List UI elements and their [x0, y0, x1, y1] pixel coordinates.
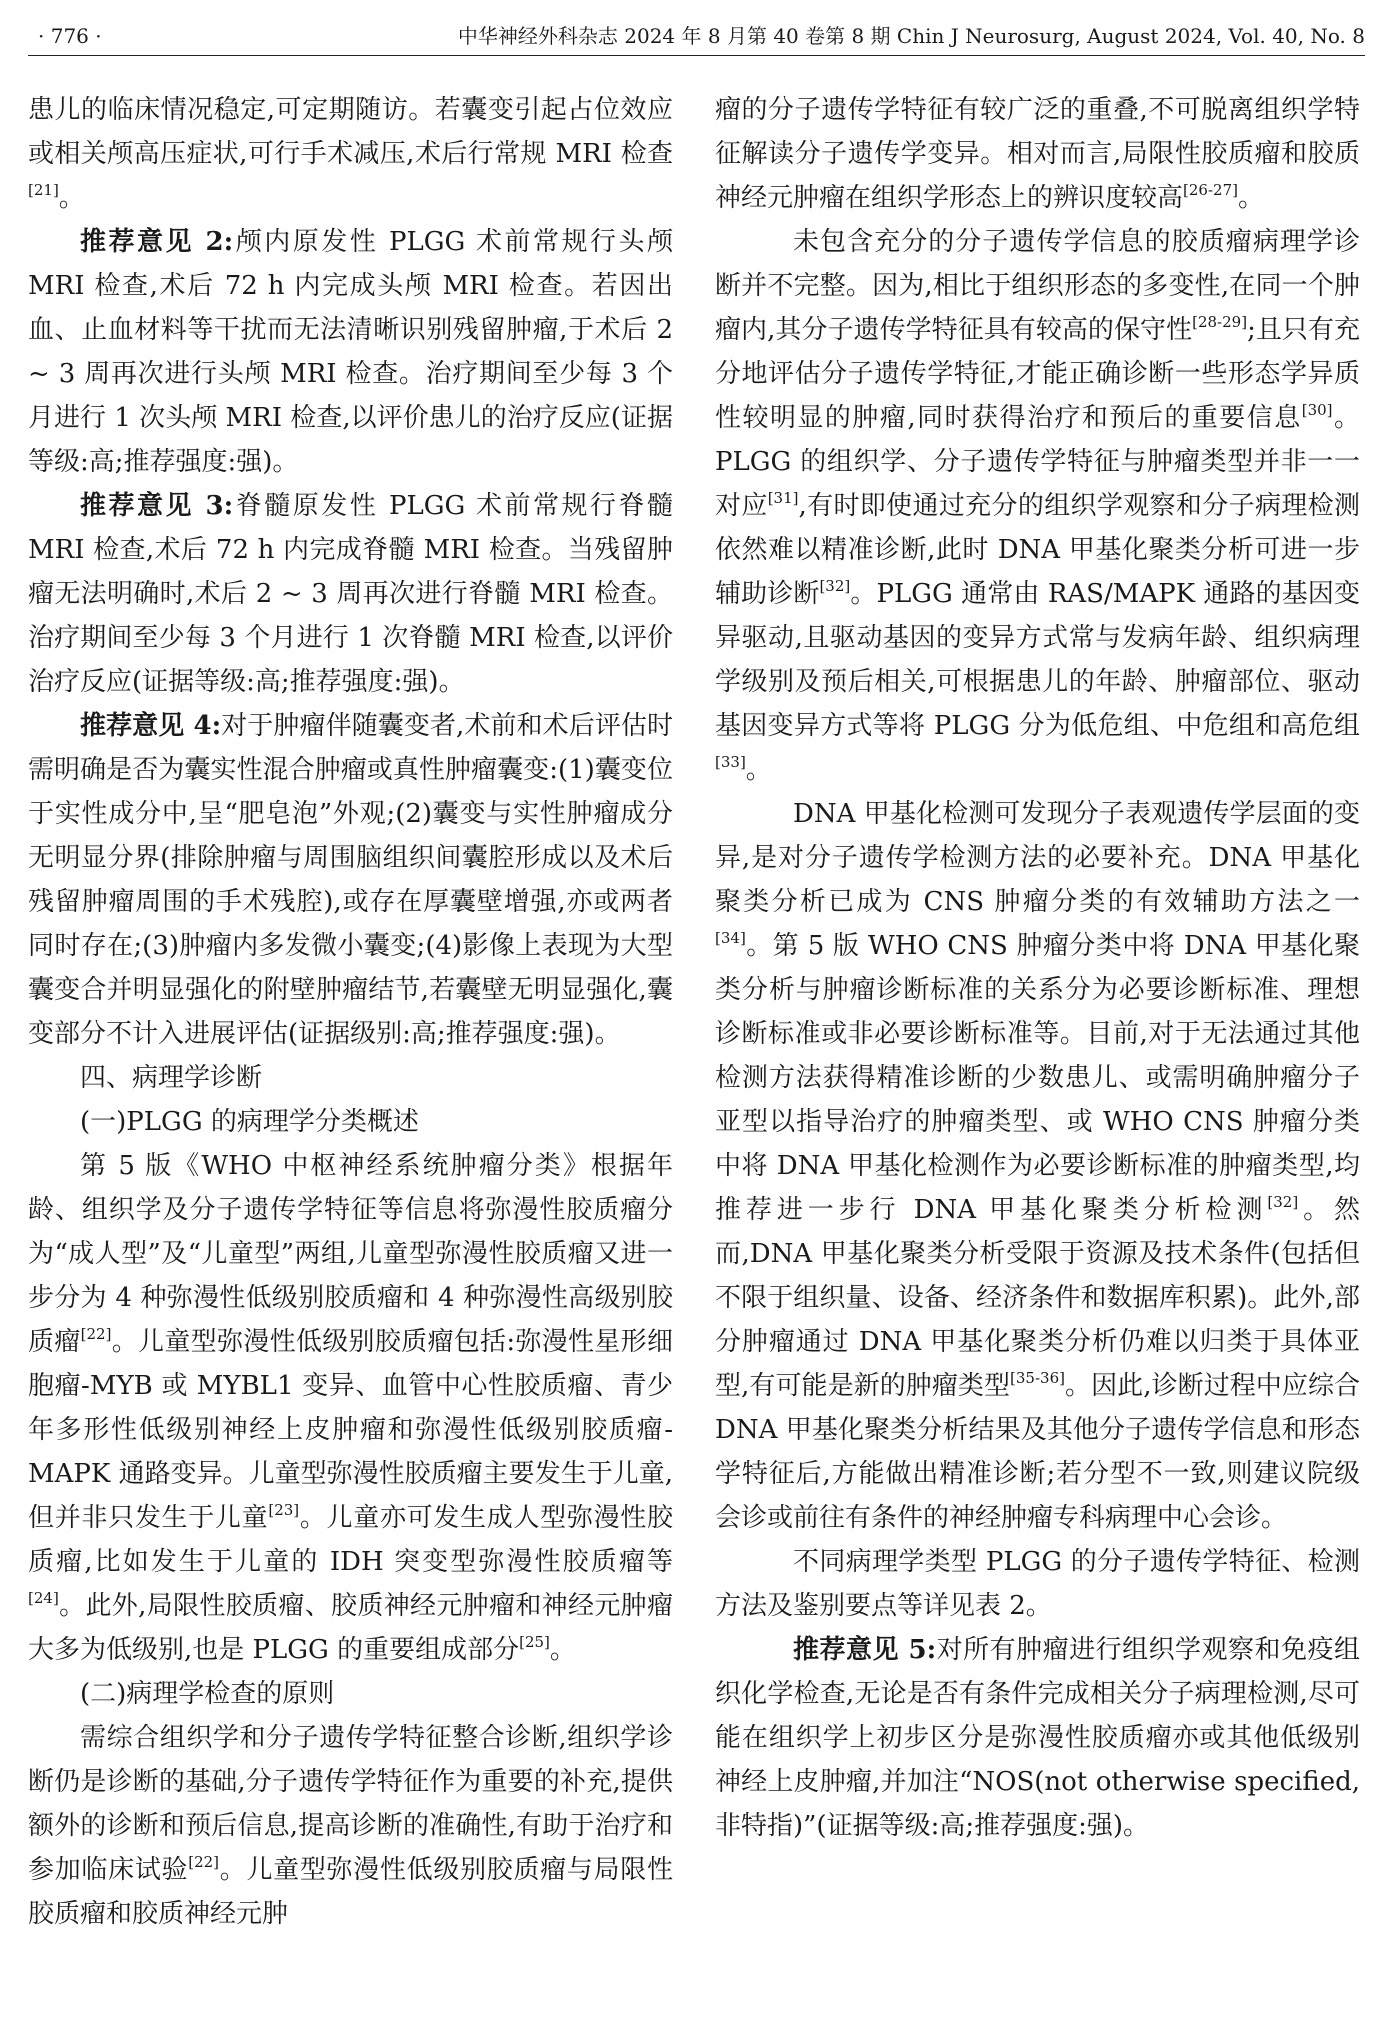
recommendation-4: 推荐意见 4:对于肿瘤伴随囊变者,术前和术后评估时需明确是否为囊实性混合肿瘤或真性肿瘤囊变:(1)囊变位于实性成分中,呈“肥皂泡”外观;(2)囊变与实性肿瘤成分无明显分界(排除肿瘤与周围脑组织间囊腔形成以及术后残留肿瘤周围的手术残腔),或存在厚囊壁增强,亦或两者同时存在;(3)肿瘤内多发微小囊变;(4)影像上表现为大型囊变合并明显强化的附壁肿瘤结节,若囊壁无明显强化,囊变部分不计入进展评估(证据级别:高;推荐强度:强)。 [28, 711, 673, 1049]
journal-citation: 中华神经外科杂志 2024 年 8 月第 40 卷第 8 期 Chin J Neurosurg, August 2024, Vol. 40, No. 8 [457, 24, 1365, 48]
recommendation-3: 推荐意见 3:脊髓原发性 PLGG 术前常规行脊髓 MRI 检查,术后 72 h 内完成脊髓 MRI 检查。当残留肿瘤无法明确时,术后 2 ~ 3 周再次进行脊髓 MRI 检查。治疗期间至少每 3 个月进行 1 次脊髓 MRI 检查,以评价治疗反应(证据等级:高;推荐强度:强)。 [28, 491, 673, 697]
recommendation-label: 推荐意见 3: [80, 491, 234, 521]
header-rule [28, 55, 1365, 56]
running-header [28, 20, 1365, 52]
citation-ref: [21] [28, 181, 59, 199]
citation-ref: [35-36] [1010, 1369, 1065, 1387]
right-column [715, 88, 1360, 1848]
subsection-heading: (二)病理学检查的原则 [80, 1679, 335, 1709]
citation-ref: [25] [519, 1633, 550, 1651]
citation-ref: [34] [715, 929, 746, 947]
paragraph: DNA 甲基化检测可发现分子表观遗传学层面的变异,是对分子遗传学检测方法的必要补充。DNA 甲基化聚类分析已成为 CNS 肿瘤分类的有效辅助方法之一[34]。第 5 版 WHO CNS 肿瘤分类中将 DNA 甲基化聚类分析与肿瘤诊断标准的关系分为必要诊断标准、理想诊断标准或非必要诊断标准等。目前,对于无法通过其他检测方法获得精准诊断的少数患儿、或需明确肿瘤分子亚型以指导治疗的肿瘤类型、或 WHO CNS 肿瘤分类中将 DNA 甲基化检测作为必要诊断标准的肿瘤类型,均推荐进一步行 DNA 甲基化聚类分析检测[32]。然而,DNA 甲基化聚类分析受限于资源及技术条件(包括但不限于组织量、设备、经济条件和数据库积累)。此外,部分肿瘤通过 DNA 甲基化聚类分析仍难以归类于具体亚型,有可能是新的肿瘤类型[35-36]。因此,诊断过程中应综合 DNA 甲基化聚类分析结果及其他分子遗传学信息和形态学特征后,方能做出精准诊断;若分型不一致,则建议院级会诊或前往有条件的神经肿瘤专科病理中心会诊。 [715, 799, 1361, 1533]
paragraph: 第 5 版《WHO 中枢神经系统肿瘤分类》根据年龄、组织学及分子遗传学特征等信息将弥漫性胶质瘤分为“成人型”及“儿童型”两组,儿童型弥漫性胶质瘤又进一步分为 4 种弥漫性低级别胶质瘤和 4 种弥漫性高级别胶质瘤[22]。儿童型弥漫性低级别胶质瘤包括:弥漫性星形细胞瘤-MYB 或 MYBL1 变异、血管中心性胶质瘤、青少年多形性低级别神经上皮肿瘤和弥漫性低级别胶质瘤-MAPK 通路变异。儿童型弥漫性胶质瘤主要发生于儿童,但并非只发生于儿童[23]。儿童亦可发生成人型弥漫性胶质瘤,比如发生于儿童的 IDH 突变型弥漫性胶质瘤等[24]。此外,局限性胶质瘤、胶质神经元肿瘤和神经元肿瘤大多为低级别,也是 PLGG 的重要组成部分[25]。 [28, 1151, 673, 1665]
section-heading: 四、病理学诊断 [80, 1063, 263, 1093]
left-column [28, 88, 673, 1936]
citation-ref: [24] [28, 1589, 59, 1607]
paragraph: 患儿的临床情况稳定,可定期随访。若囊变引起占位效应或相关颅高压症状,可行手术减压,术后行常规 MRI 检查[21]。 [28, 95, 673, 213]
citation-ref: [30] [1301, 401, 1333, 419]
citation-ref: [22] [80, 1325, 112, 1343]
citation-ref: [23] [268, 1501, 300, 1519]
paragraph: 需综合组织学和分子遗传学特征整合诊断,组织学诊断仍是诊断的基础,分子遗传学特征作为重要的补充,提供额外的诊断和预后信息,提高诊断的准确性,有助于治疗和参加临床试验[22]。儿童型弥漫性低级别胶质瘤与局限性胶质瘤和胶质神经元肿 [28, 1723, 673, 1929]
paragraph: 不同病理学类型 PLGG 的分子遗传学特征、检测方法及鉴别要点等详见表 2。 [715, 1547, 1360, 1621]
citation-ref: [32] [819, 577, 851, 595]
citation-ref: [31] [767, 489, 799, 507]
recommendation-5: 推荐意见 5:对所有肿瘤进行组织学观察和免疫组织化学检查,无论是否有条件完成相关分子病理检测,尽可能在组织学上初步区分是弥漫性胶质瘤亦或其他低级别神经上皮肿瘤,并加注“NOS(not otherwise specified,非特指)”(证据等级:高;推荐强度:强)。 [715, 1635, 1360, 1841]
paragraph: 瘤的分子遗传学特征有较广泛的重叠,不可脱离组织学特征解读分子遗传学变异。相对而言,局限性胶质瘤和胶质神经元肿瘤在组织学形态上的辨识度较高[26-27]。 [715, 95, 1360, 213]
subsection-heading: (一)PLGG 的病理学分类概述 [80, 1107, 419, 1137]
recommendation-label: 推荐意见 4: [80, 711, 222, 741]
citation-ref: [32] [1267, 1193, 1299, 1211]
citation-ref: [28-29] [1192, 313, 1248, 331]
recommendation-label: 推荐意见 2: [80, 227, 234, 257]
citation-ref: [22] [188, 1853, 220, 1871]
recommendation-2: 推荐意见 2:颅内原发性 PLGG 术前常规行头颅 MRI 检查,术后 72 h 内完成头颅 MRI 检查。若因出血、止血材料等干扰而无法清晰识别残留肿瘤,于术后 2 ~ 3 周再次进行头颅 MRI 检查。治疗期间至少每 3 个月进行 1 次头颅 MRI 检查,以评价患儿的治疗反应(证据等级:高;推荐强度:强)。 [28, 227, 673, 477]
citation-ref: [26-27] [1183, 181, 1238, 199]
page-number: · 776 · [38, 24, 102, 48]
recommendation-label: 推荐意见 5: [793, 1635, 937, 1665]
paragraph: 未包含充分的分子遗传学信息的胶质瘤病理学诊断并不完整。因为,相比于组织形态的多变性,在同一个肿瘤内,其分子遗传学特征具有较高的保守性[28-29];且只有充分地评估分子遗传学特征,才能正确诊断一些形态学异质性较明显的肿瘤,同时获得治疗和预后的重要信息[30]。PLGG 的组织学、分子遗传学特征与肿瘤类型并非一一对应[31],有时即使通过充分的组织学观察和分子病理检测依然难以精准诊断,此时 DNA 甲基化聚类分析可进一步辅助诊断[32]。PLGG 通常由 RAS/MAPK 通路的基因变异驱动,且驱动基因的变异方式常与发病年龄、组织病理学级别及预后相关,可根据患儿的年龄、肿瘤部位、驱动基因变异方式等将 PLGG 分为低危组、中危组和高危组[33]。 [715, 227, 1360, 785]
citation-ref: [33] [715, 753, 746, 771]
